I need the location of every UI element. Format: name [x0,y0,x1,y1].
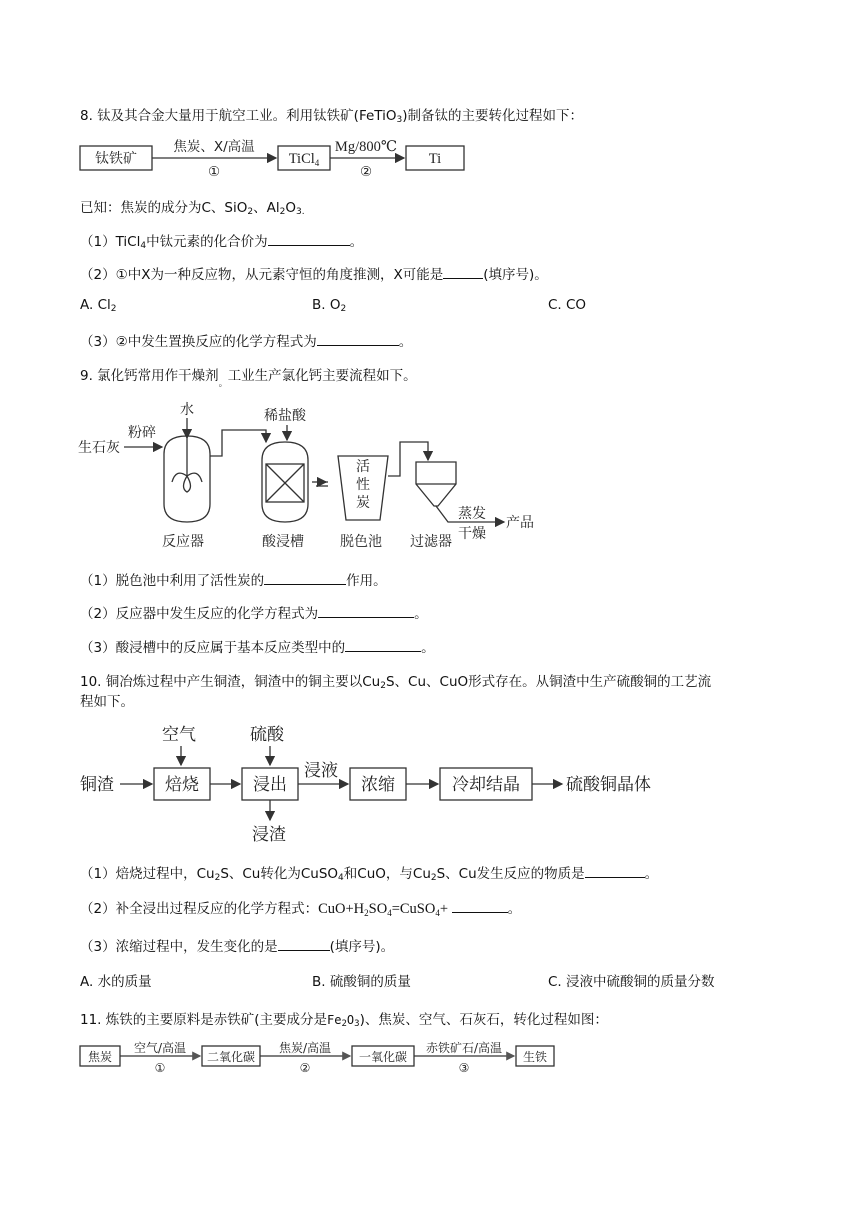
q11-arrow-2-top: 焦炭/高温 [278,1041,332,1055]
q9-filter-label: 过滤器 [410,534,452,550]
q8-arrow-1-bottom: ① [207,164,221,180]
q10-air-label: 空气 [162,725,196,745]
q8-box-ticl4-label: TiCl$_4$ [288,151,320,168]
answer-blank[interactable] [443,264,483,279]
q10-crystal-label: 冷却结晶 [452,775,520,795]
q10-leachate-label: 浸液 [304,761,338,781]
q11-arrow-3-top: 赤铁矿石/高温 [425,1041,503,1055]
q11-arrow-1-bottom: ① [154,1061,166,1075]
q10-option-b[interactable]: B. 硫酸铜的质量 [312,974,411,990]
q8-arrow-2-top: Mg/800℃ [334,139,398,155]
answer-blank[interactable] [318,603,414,618]
q9-carbon-1: 活 [356,459,370,475]
q9-lime-label: 生石灰 [78,440,120,456]
q10-equation: $CuO+H_2SO_4=CuSO_4+$ [318,901,452,918]
q8-part1: （1）TiCl$_4$中钛元素的化合价为 。 [80,230,363,251]
q8-box-ti-label: Ti [428,151,442,167]
q10-stem-line1: 10. 铜冶炼过程中产生铜渣，铜渣中的铜主要以$Cu_2S$、Cu、CuO形式存在。从铜渣中生产硫酸铜的工艺流 [80,674,712,691]
q9-evap-label: 蒸发 [458,506,486,522]
q8-part2: （2）①中X为一种反应物，从元素守恒的角度推测，X可能是 (填序号)。 [80,263,548,283]
q9-carbon-2: 性 [356,477,370,493]
q8-option-c[interactable]: C. CO [548,297,587,313]
q11-box-pigiron-label: 生铁 [522,1050,548,1064]
q10-part1: （1）焙烧过程中，$Cu_2S$、Cu转化为CuSO$_4$和CuO，与$Cu_2S$、Cu发生反应的物质是 。 [80,862,658,883]
q9-product-label: 产品 [506,515,534,531]
answer-blank[interactable] [585,863,645,878]
q9-acid-label: 稀盐酸 [264,408,306,424]
q9-tank-label: 酸浸槽 [262,534,304,550]
q10-stem-line2: 程如下。 [80,694,134,710]
q10-leach-label: 浸出 [253,775,287,795]
q11-box-coke-label: 焦炭 [87,1050,113,1064]
q9-dry-label: 干燥 [458,526,486,542]
q11-arrow-1-top: 空气/高温 [133,1041,187,1055]
q8-part3: （3）②中发生置换反应的化学方程式为 。 [80,330,412,350]
q9-acid-tank [262,442,308,522]
q10-residue-label: 浸渣 [252,825,286,845]
q10-sulfuric-label: 硫酸 [250,725,284,745]
q9-water-label: 水 [180,402,194,418]
q10-concentrate-label: 浓缩 [361,775,395,795]
q8-flow-diagram [76,132,476,182]
answer-blank[interactable] [264,570,346,585]
q9-reactor-label: 反应器 [162,534,204,550]
answer-blank[interactable] [278,936,330,951]
q11-arrow-3-bottom: ③ [458,1061,470,1075]
q8-box-ilmenite-label: 钛铁矿 [95,151,137,167]
q10-roast-label: 焙烧 [165,775,199,795]
q11-box-co2-label: 二氧化碳 [206,1050,256,1064]
q8-stem: 8. 钛及其合金大量用于航空工业。利用钛铁矿(FeTiO$_3$)制备钛的主要转化过程如下： [80,108,583,125]
q10-option-a[interactable]: A. 水的质量 [80,974,152,990]
q9-pipe-1 [210,430,266,456]
q8-known: 已知：焦炭的成分为C、SiO$_2$、$Al_2O_{3.}$ [80,200,305,217]
q10-product-label: 硫酸铜晶体 [566,775,651,795]
q11-arrow-2-bottom: ② [299,1061,311,1075]
q9-part2: （2）反应器中发生反应的化学方程式为 。 [80,602,428,622]
q9-pipe-2 [388,442,428,476]
q11-box-co-label: 一氧化碳 [358,1050,408,1064]
q8-arrow-1-top: 焦炭、X/高温 [173,139,255,155]
q10-part3: （3）浓缩过程中，发生变化的是 (填序号)。 [80,935,394,955]
q10-part2: （2）补全浸出过程反应的化学方程式：$CuO+H_2SO_4=CuSO_4+$ 。 [80,897,521,918]
q9-decolor-label: 脱色池 [340,534,382,550]
q9-part3: （3）酸浸槽中的反应属于基本反应类型中的 。 [80,636,435,656]
q11-stem: 11. 炼铁的主要原料是赤铁矿(主要成分是$Fe_2O_3$)、焦炭、空气、石灰石，转化过程如图： [80,1012,608,1029]
q11-flow-diagram [76,1036,566,1080]
answer-blank[interactable] [317,331,399,346]
q9-part1: （1）脱色池中利用了活性炭的 作用。 [80,569,387,589]
q9-stirrer-blades [172,473,202,492]
q10-process-diagram [76,716,696,848]
answer-blank[interactable] [345,637,421,652]
q8-option-b[interactable]: B. $O_2$ [312,297,347,314]
answer-blank[interactable] [452,898,508,913]
q8-option-a[interactable]: A. $Cl_2$ [80,297,117,314]
q9-stem: 9. 氯化钙常用作干燥剂$_。$工业生产氯化钙主要流程如下。 [80,368,417,389]
q10-option-c[interactable]: C. 浸液中硫酸铜的质量分数 [548,974,715,990]
q10-slag-label: 铜渣 [80,775,114,795]
q8-arrow-2-bottom: ② [359,164,373,180]
answer-blank[interactable] [268,231,350,246]
q9-crush-label: 粉碎 [128,425,156,441]
q9-process-diagram [76,396,546,556]
q9-carbon-3: 炭 [356,495,370,511]
